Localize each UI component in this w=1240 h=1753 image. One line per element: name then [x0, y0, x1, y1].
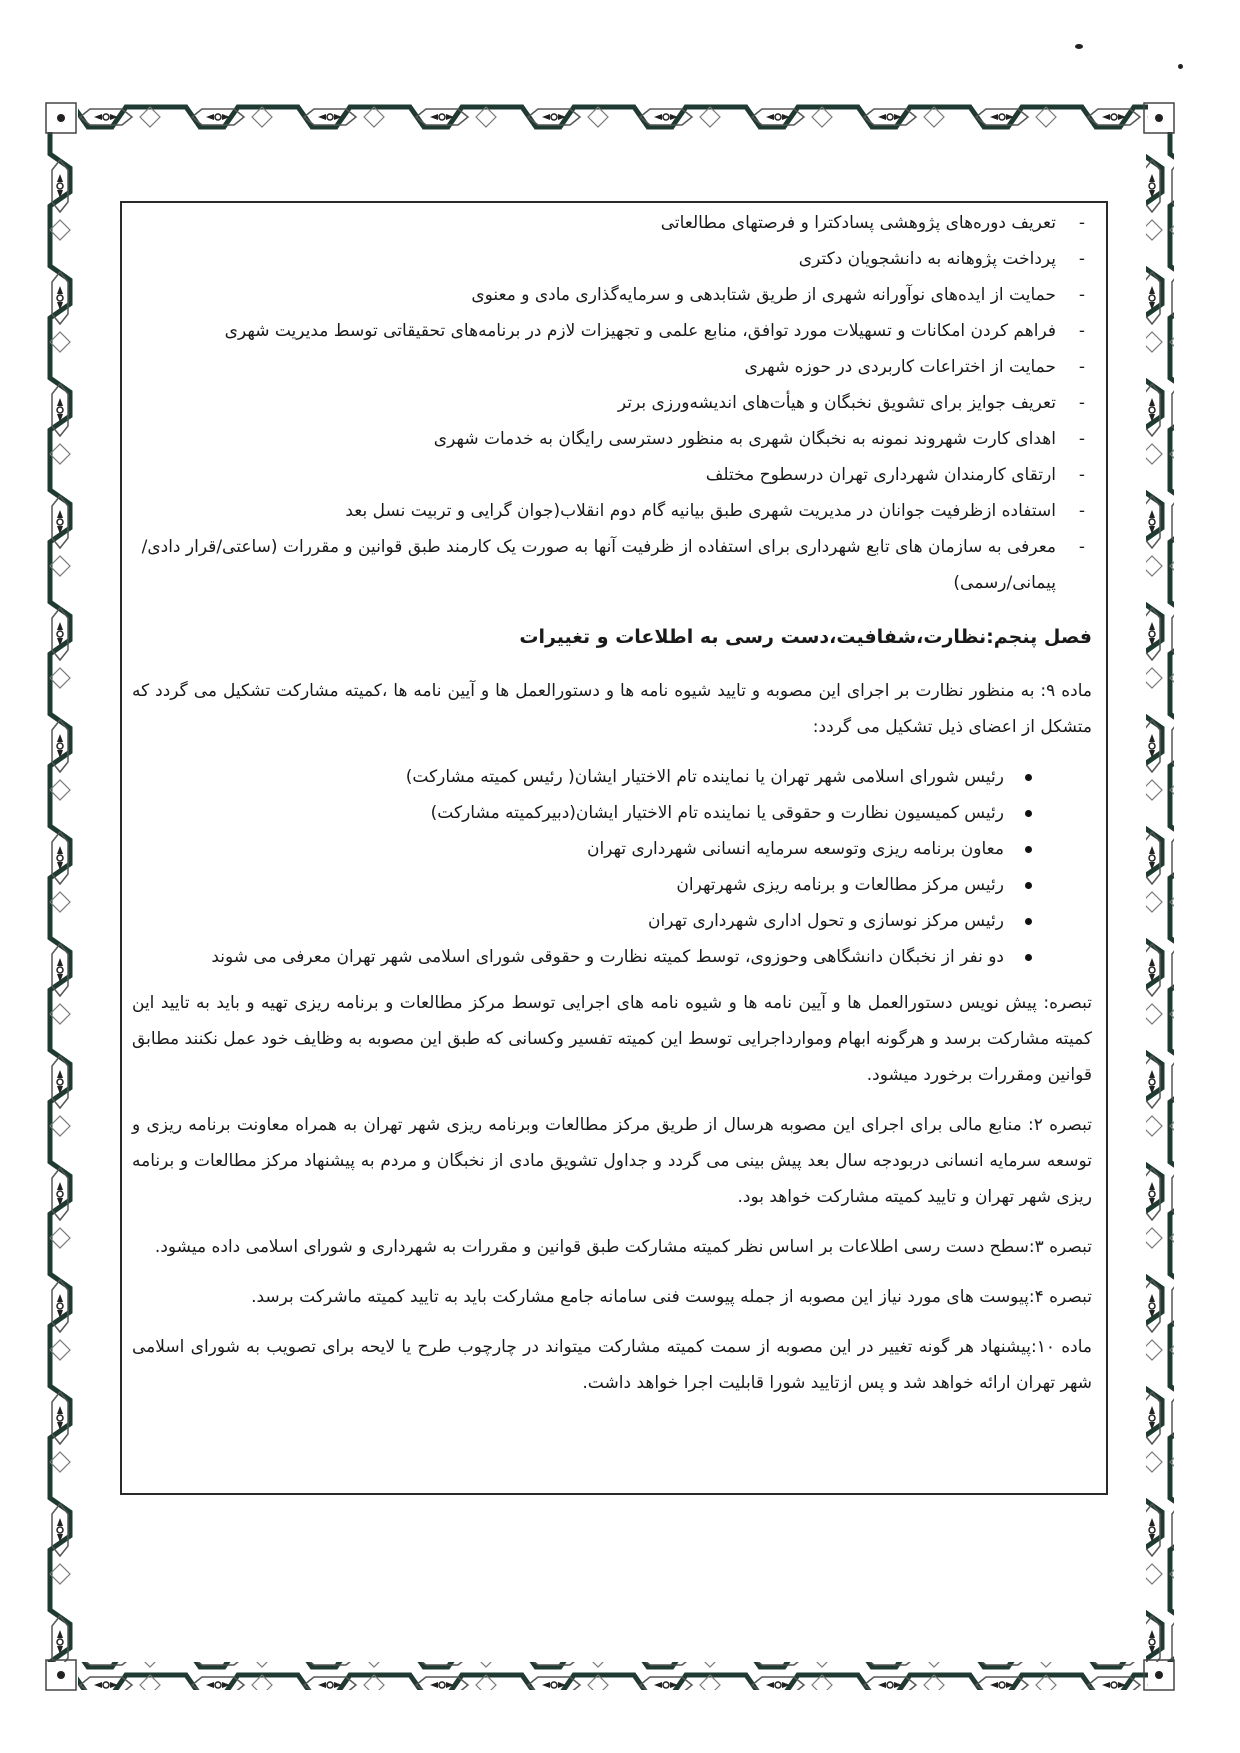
list-item: [132, 313, 1092, 349]
list-item-text: معرفی به سازمان های تابع شهرداری برای استفاده از ظرفیت آنها به صورت یک کارمند طبق قوانین و مقررات (ساعتی/قرار دادی/پیمانی/رسمی): [141, 537, 1056, 593]
dash: -: [1078, 213, 1086, 233]
committee-members-list: [132, 759, 1092, 975]
article-10-paragraph: ماده ۱۰:پیشنهاد هر گونه تغییر در این مصوبه از سمت کمیته مشارکت میتواند در چارچوب طرح یا لایحه برای تصویب به شورای اسلامی شهر تهران ارائه خواهد شد و پس ازتایید شورا قابلیت اجرا خواهد داشت.: [132, 1337, 1093, 1393]
list-item: [132, 241, 1092, 277]
dash: -: [1078, 357, 1086, 377]
dash: -: [1078, 537, 1086, 557]
list-item-text: حمایت از اختراعات کاربردی در حوزه شهری: [744, 357, 1056, 377]
member-text: رئیس مرکز نوسازی و تحول اداری شهرداری تهران: [648, 911, 1004, 931]
article-9-paragraph: ماده ۹: به منظور نظارت بر اجرای این مصوبه و تایید شیوه نامه ها و دستورالعمل ها و آیین نامه ها ،کمیته مشارکت تشکیل می گردد که متشکل از اعضای ذیل تشکیل می گردد:: [132, 681, 1092, 737]
support-measures-list: [132, 205, 1092, 601]
section-title: فصل پنجم:نظارت،شفافیت،دست رسی به اطلاعات و تغییرات: [519, 626, 1092, 648]
dash: -: [1078, 393, 1086, 413]
note-paragraph: تبصره: پیش نویس دستورالعمل ها و آیین نامه ها و شیوه نامه های اجرایی توسط مرکز مطالعات و برنامه ریزی تهیه و باید به تایید این کمیته مشارکت برسد و هرگونه ابهام وموارداجرایی توسط این کمیته تفسیر وکسانی که طبق این مصوبه به وظایف خود عمل نکنند مطابق قوانین ومقررات برخورد میشود.: [132, 993, 1092, 1085]
list-item: [132, 421, 1092, 457]
note-2-paragraph: تبصره ۲: منابع مالی برای اجرای این مصوبه هرسال از طریق مرکز مطالعات وبرنامه ریزی شهر تهران به همراه معاونت برنامه ریزی و توسعه سرمایه انسانی دربودجه سال بعد پیش بینی می گردد و جداول تشویق مادی از نخبگان و مردم به پیشنهاد مرکز مطالعات و برنامه ریزی شهر تهران و تایید کمیته مشارکت خواهد بود.: [132, 1115, 1093, 1207]
list-item-text: اهدای کارت شهروند نمونه به نخبگان شهری به منظور دسترسی رایگان به خدمات شهری: [433, 429, 1056, 449]
list-item-text: حمایت از ایده‌های نوآورانه شهری از طریق شتابدهی و سرمایه‌گذاری مادی و معنوی: [471, 285, 1056, 305]
bullet-icon: [1025, 882, 1032, 889]
note-3-paragraph: تبصره ۳:سطح دست رسی اطلاعات بر اساس نظر کمیته مشارکت طبق قوانین و مقررات به شهرداری و شورای اسلامی داده میشود.: [154, 1237, 1092, 1257]
bullet-icon: [1025, 918, 1032, 925]
member-text: معاون برنامه ریزی وتوسعه سرمایه انسانی شهرداری تهران: [586, 839, 1004, 859]
member-item: [132, 867, 1092, 903]
member-item: [132, 759, 1092, 795]
list-item: [132, 529, 1092, 601]
bullet-icon: [1025, 774, 1032, 781]
member-text: دو نفر از نخبگان دانشگاهی وحوزوی، توسط کمیته نظارت و حقوقی شورای اسلامی شهر تهران معرفی می شوند: [211, 947, 1004, 967]
member-item: [132, 795, 1092, 831]
list-item-text: تعریف جوایز برای تشویق نخبگان و هیأت‌های اندیشه‌ورزی برتر: [617, 393, 1056, 413]
dash: -: [1078, 249, 1086, 269]
dash: -: [1078, 321, 1086, 341]
bullet-icon: [1025, 846, 1032, 853]
member-text: رئیس مرکز مطالعات و برنامه ریزی شهرتهران: [676, 875, 1004, 895]
list-item-text: تعریف دوره‌های پژوهشی پسادکترا و فرصتهای مطالعاتی: [660, 213, 1056, 233]
member-item: [132, 939, 1092, 975]
list-item-text: ارتقای کارمندان شهرداری تهران درسطوح مختلف: [705, 465, 1056, 485]
list-item: [132, 385, 1092, 421]
dash: -: [1078, 429, 1086, 449]
list-item-text: پرداخت پژوهانه به دانشجویان دکتری: [798, 249, 1056, 269]
member-text: رئیس شورای اسلامی شهر تهران یا نماینده تام الاختیار ایشان( رئیس کمیته مشارکت): [405, 767, 1004, 787]
list-item: [132, 493, 1092, 529]
list-item-text: فراهم کردن امکانات و تسهیلات مورد توافق، منابع علمی و تجهیزات لازم در برنامه‌های تحقیقاتی توسط مدیریت شهری: [224, 321, 1056, 341]
member-item: [132, 831, 1092, 867]
dash: -: [1078, 465, 1086, 485]
member-item: [132, 903, 1092, 939]
dash: -: [1078, 285, 1086, 305]
bullet-icon: [1025, 810, 1032, 817]
document-body: [132, 205, 1092, 1415]
list-item: [132, 457, 1092, 493]
list-item: [132, 277, 1092, 313]
member-text: رئیس کمیسیون نظارت و حقوقی یا نماینده تام الاختیار ایشان(دبیرکمیته مشارکت): [430, 803, 1004, 823]
list-item: [132, 205, 1092, 241]
dash: -: [1078, 501, 1086, 521]
note-4-paragraph: تبصره ۴:پیوست های مورد نیاز این مصوبه از جمله پیوست فنی سامانه جامع مشارکت باید به تایید کمیته ماشرکت برسد.: [251, 1287, 1092, 1307]
list-item-text: استفاده ازظرفیت جوانان در مدیریت شهری طبق بیانیه گام دوم انقلاب(جوان گرایی و تربیت نسل بعد: [345, 501, 1056, 521]
list-item: [132, 349, 1092, 385]
bullet-icon: [1025, 954, 1032, 961]
